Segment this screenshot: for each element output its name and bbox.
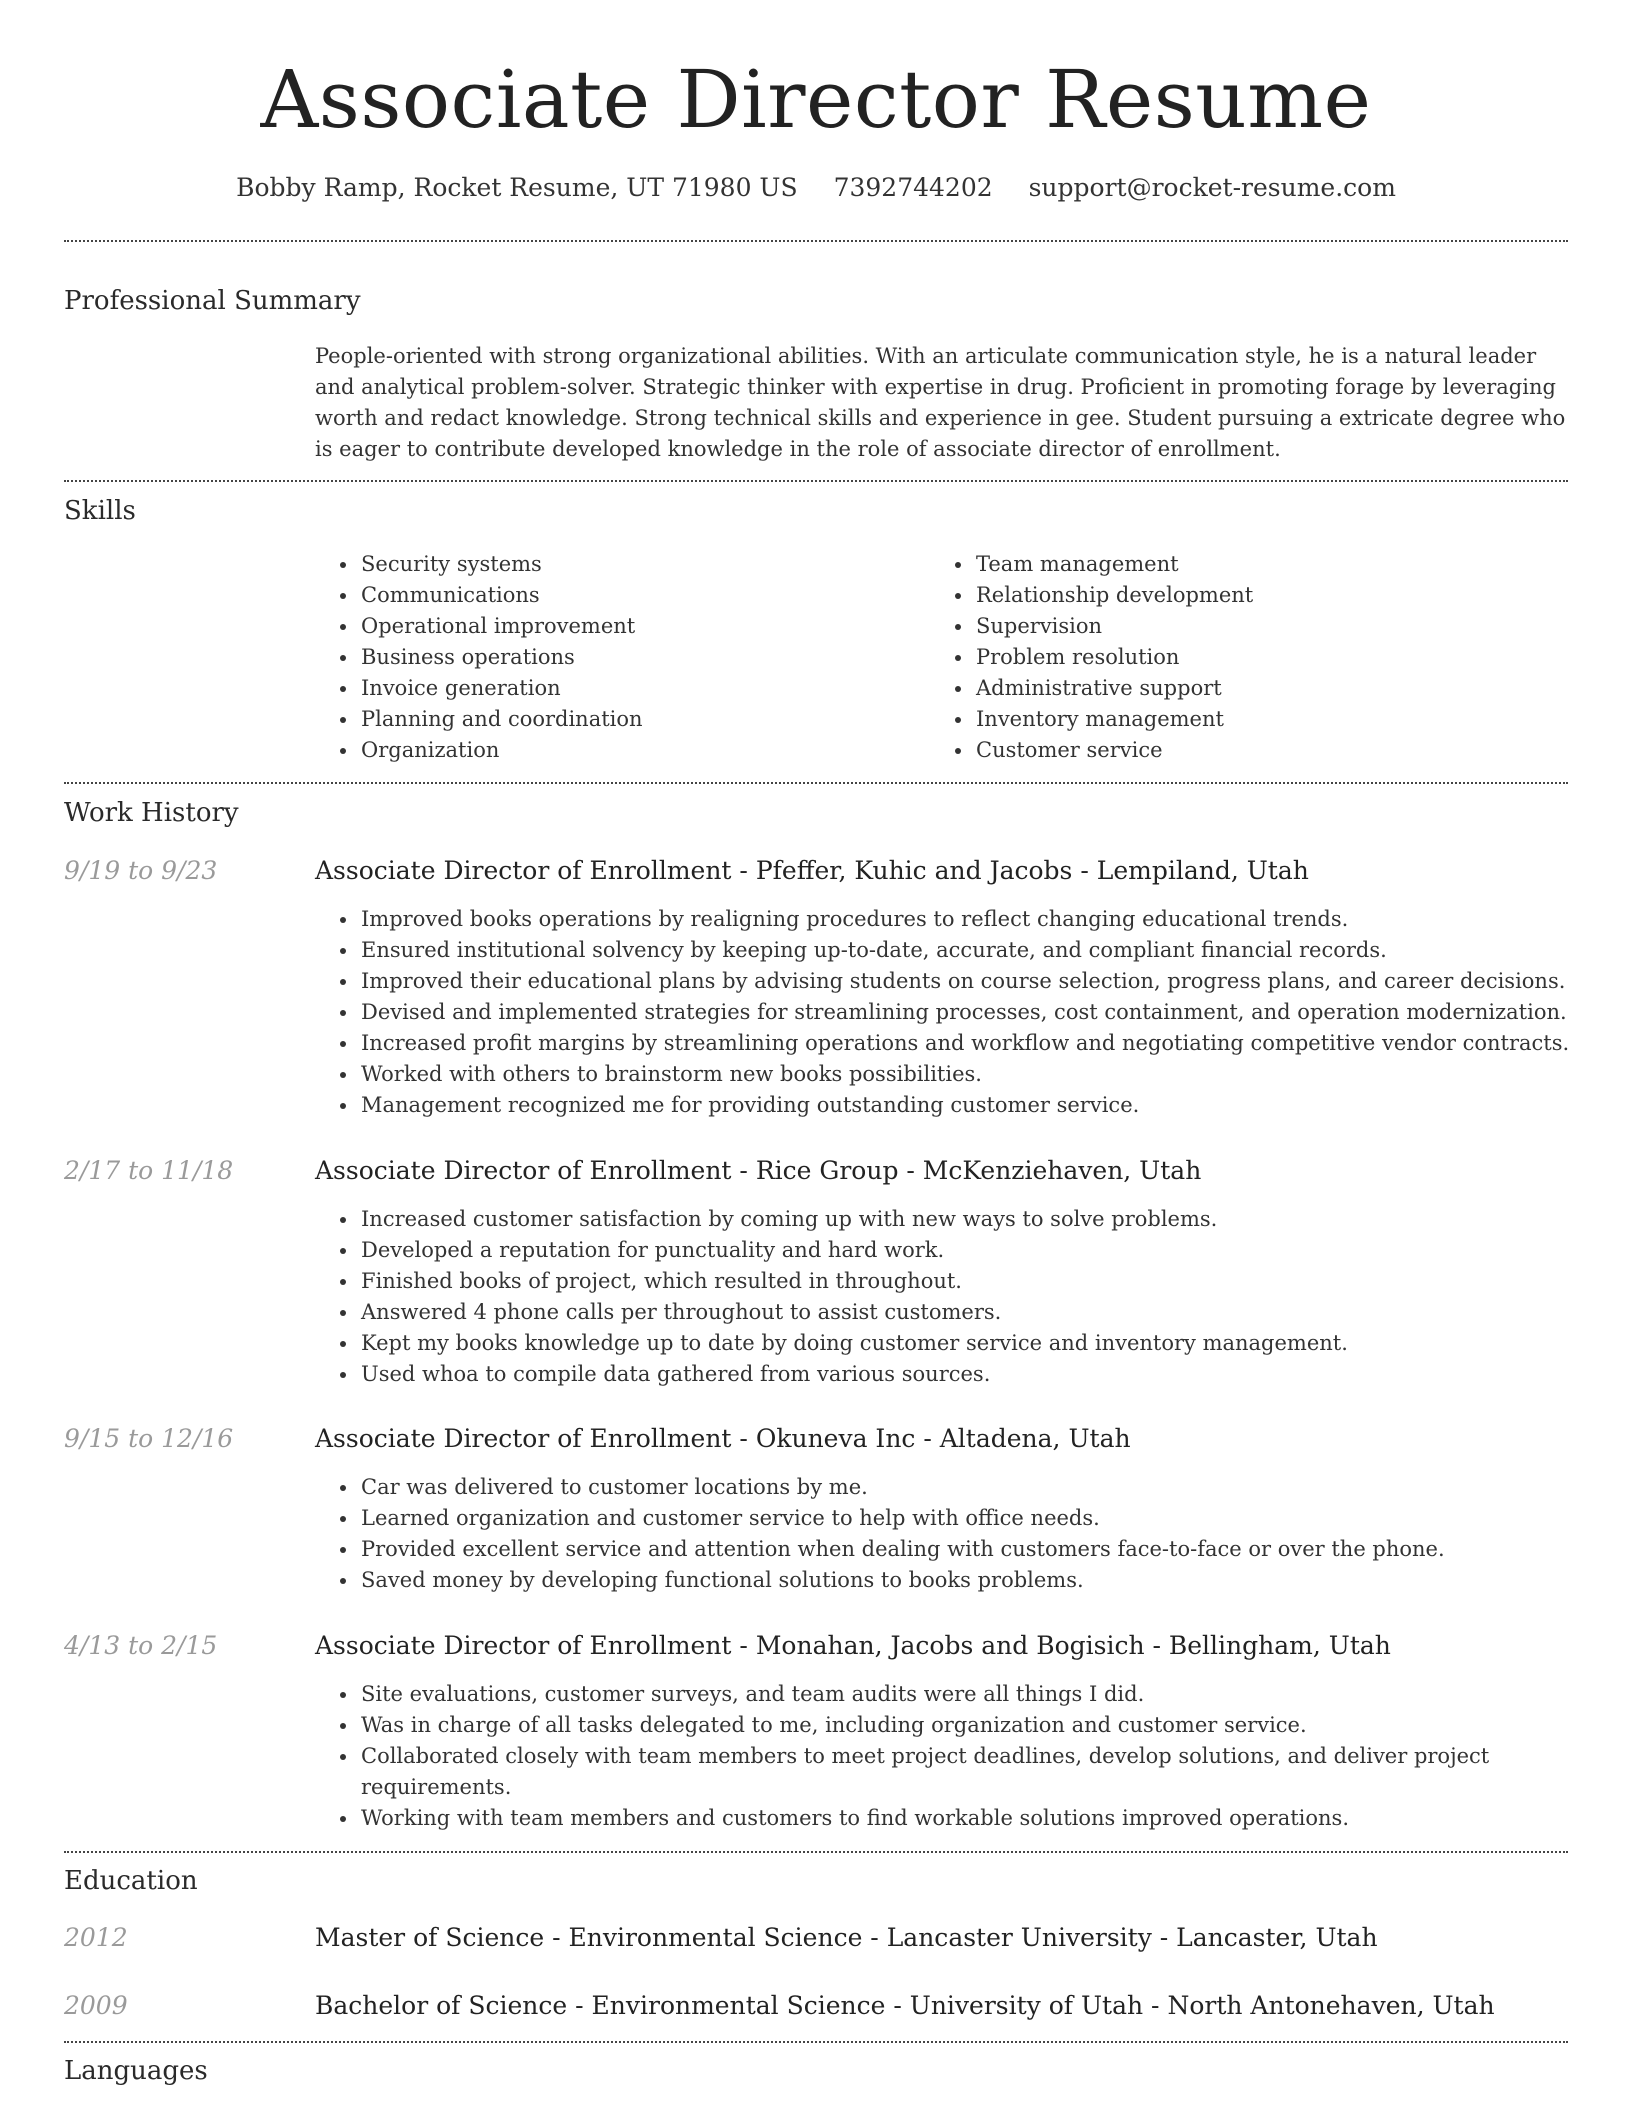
job-bullet: • Improved books operations by realigning procedures to reflect changing educational trends.: [359, 904, 1614, 935]
job-bullets: [315, 1679, 1614, 1834]
job-bullet: • Kept my books knowledge up to date by doing customer service and inventory management.: [359, 1328, 1614, 1359]
job-title: Associate Director of Enrollment - Pfeffer, Kuhic and Jacobs - Lempiland, Utah: [315, 856, 1309, 885]
job-bullet: • Worked with others to brainstorm new books possibilities.: [359, 1059, 1614, 1090]
skill-item: • Supervision: [974, 611, 1594, 642]
page-title: Associate Director Resume: [260, 53, 1372, 146]
job-bullets: [315, 904, 1614, 1121]
section-heading-work: Work History: [64, 798, 239, 828]
contact-address: Bobby Ramp, Rocket Resume, UT 71980 US: [236, 173, 798, 202]
job-bullet: • Improved their educational plans by advising students on course selection, progress plans, and career decisions.: [359, 966, 1614, 997]
job-dates: 9/19 to 9/23: [64, 856, 218, 885]
job-bullet: • Saved money by developing functional solutions to books problems.: [359, 1565, 1614, 1596]
section-divider: [64, 2041, 1568, 2043]
skill-item: • Inventory management: [974, 704, 1594, 735]
job-bullet: • Working with team members and customers to find workable solutions improved operations.: [359, 1803, 1614, 1834]
job-bullet: • Developed a reputation for punctuality and hard work.: [359, 1235, 1614, 1266]
skill-item: • Operational improvement: [359, 611, 939, 642]
job-bullet: • Answered 4 phone calls per throughout to assist customers.: [359, 1297, 1614, 1328]
skill-item: • Team management: [974, 549, 1594, 580]
skill-item: • Communications: [359, 580, 939, 611]
section-heading-summary: Professional Summary: [64, 286, 361, 316]
section-divider: [64, 480, 1568, 482]
skill-item: • Customer service: [974, 735, 1594, 766]
summary-text: People-oriented with strong organizational abilities. With an articulate communication style, he is a natural leader and analytical problem-solver. Strategic thinker with expertise in drug. Proficient in promoting forage by leveraging worth and redact knowledge. Strong technical skills and experience in gee. Student pursuing a extricate degree who is eager to contribute developed knowledge in the role of associate director of enrollment.: [315, 344, 1566, 461]
job-bullet: • Used whoa to compile data gathered from various sources.: [359, 1359, 1614, 1390]
skill-item: • Problem resolution: [974, 642, 1594, 673]
section-heading-skills: Skills: [64, 496, 136, 526]
job-title: Associate Director of Enrollment - Okuneva Inc - Altadena, Utah: [315, 1424, 1131, 1453]
skill-item: • Organization: [359, 735, 939, 766]
job-bullet: • Site evaluations, customer surveys, and team audits were all things I did.: [359, 1679, 1614, 1710]
education-degree: Master of Science - Environmental Science - Lancaster University - Lancaster, Utah: [315, 1923, 1378, 1952]
job-bullet: • Management recognized me for providing outstanding customer service.: [359, 1090, 1614, 1121]
job-bullet: • Ensured institutional solvency by keeping up-to-date, accurate, and compliant financial records.: [359, 935, 1614, 966]
job-bullet: • Learned organization and customer service to help with office needs.: [359, 1503, 1614, 1534]
job-bullets: [315, 1204, 1614, 1390]
contact-line: [0, 172, 1632, 204]
job-dates: 4/13 to 2/15: [64, 1631, 218, 1660]
skill-item: • Administrative support: [974, 673, 1594, 704]
section-divider: [64, 782, 1568, 784]
section-divider: [64, 240, 1568, 242]
job-title: Associate Director of Enrollment - Rice Group - McKenziehaven, Utah: [315, 1156, 1202, 1185]
job-bullet: • Finished books of project, which resulted in throughout.: [359, 1266, 1614, 1297]
job-bullet: • Collaborated closely with team members to meet project deadlines, develop solutions, and deliver project requirements.: [359, 1741, 1614, 1803]
skill-item: • Planning and coordination: [359, 704, 939, 735]
contact-phone: 7392744202: [833, 173, 993, 202]
skill-item: • Relationship development: [974, 580, 1594, 611]
job-dates: 2/17 to 11/18: [64, 1156, 234, 1185]
skills-list-left: [315, 549, 939, 766]
job-bullet: • Car was delivered to customer locations by me.: [359, 1472, 1614, 1503]
education-year: 2012: [64, 1923, 128, 1952]
skill-item: • Security systems: [359, 549, 939, 580]
skill-item: • Business operations: [359, 642, 939, 673]
job-title: Associate Director of Enrollment - Monahan, Jacobs and Bogisich - Bellingham, Utah: [315, 1631, 1391, 1660]
section-heading-languages: Languages: [64, 2056, 208, 2086]
skill-item: • Invoice generation: [359, 673, 939, 704]
skills-list-right: [930, 549, 1594, 766]
job-bullet: • Increased customer satisfaction by coming up with new ways to solve problems.: [359, 1204, 1614, 1235]
job-bullet: • Provided excellent service and attention when dealing with customers face-to-face or over the phone.: [359, 1534, 1614, 1565]
education-degree: Bachelor of Science - Environmental Science - University of Utah - North Antonehaven, Utah: [315, 1991, 1495, 2020]
job-dates: 9/15 to 12/16: [64, 1424, 234, 1453]
job-bullet: • Devised and implemented strategies for streamlining processes, cost containment, and operation modernization.: [359, 997, 1614, 1028]
job-bullet: • Was in charge of all tasks delegated to me, including organization and customer service.: [359, 1710, 1614, 1741]
section-divider: [64, 1851, 1568, 1853]
section-heading-education: Education: [64, 1866, 198, 1896]
education-year: 2009: [64, 1991, 128, 2020]
contact-email: support@rocket-resume.com: [1028, 173, 1396, 202]
job-bullets: [315, 1472, 1614, 1596]
job-bullet: • Increased profit margins by streamlining operations and workflow and negotiating competitive vendor contracts.: [359, 1028, 1614, 1059]
